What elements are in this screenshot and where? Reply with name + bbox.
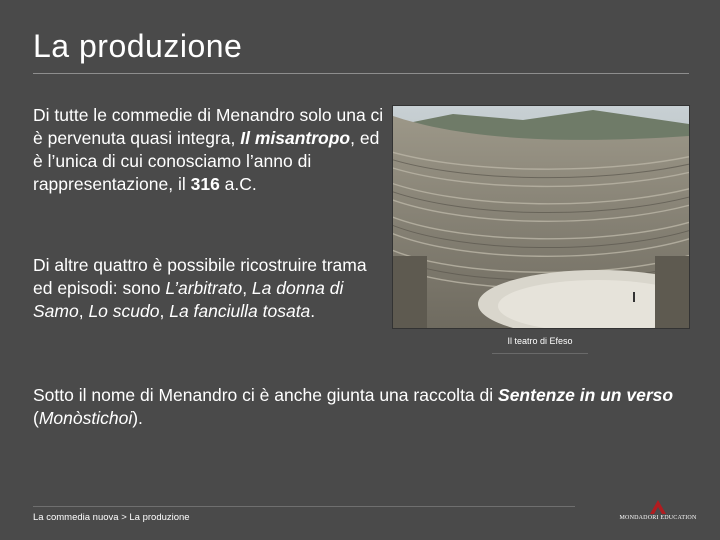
theatre-photo [392,105,690,329]
p2-end: . [310,301,316,321]
p2-text-a: Di altre quattro è possibile ricostruire trama ed episodi: sono [33,255,367,298]
p2-title-fanciulla: La fanciulla tosata [169,301,311,321]
logo-wordmark: MONDADORI EDUCATION [619,515,697,521]
slide-title: La produzione [33,28,243,64]
caption-divider [492,353,588,354]
p3-text-e: ). [132,408,143,428]
p1-year: 316 [190,174,220,194]
p2-title-scudo: Lo scudo [88,301,160,321]
p2-title-donna-samo: La donna di Samo [33,278,344,321]
title-divider [33,73,689,74]
image-caption: Il teatro di Efeso [507,336,573,346]
p3-title-sentenze: Sentenze in un verso [498,385,674,405]
p3-text-c: ( [33,408,39,428]
paragraph-altre-commedie [33,254,383,323]
footer-breadcrumb: La commedia nuova > La produzione [33,512,190,523]
p1-title-misantropo: Il misantropo [240,128,351,148]
p2-sep-1: , [242,278,252,298]
p2-sep-3: , [159,301,170,321]
mondadori-logo-mark-icon [618,498,698,516]
footer-divider [33,506,575,507]
p1-text-c: , ed è l’unica di cui conosciamo l’anno di rappresentazione, il [33,128,380,194]
paragraph-sentenze [33,384,693,430]
p2-title-arbitrato: L’arbitrato [165,278,243,298]
p1-text-e: a.C. [219,174,257,194]
p3-text-a: Sotto il nome di Menandro ci è anche giunta una raccolta di [33,385,499,405]
p1-text-a: Di tutte le commedie di Menandro solo una ci è pervenuta quasi integra, [33,105,384,148]
theatre-of-ephesus-image [393,106,689,328]
p2-sep-2: , [78,301,89,321]
paragraph-menandro-misantropo [33,104,393,196]
p3-title-monostichoi: Monòstichoi [38,408,133,428]
